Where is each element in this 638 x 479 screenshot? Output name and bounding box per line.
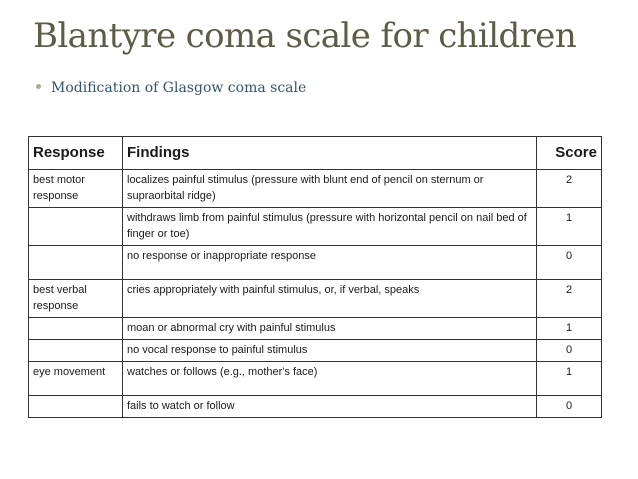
finding-cell: cries appropriately with painful stimulus, or, if verbal, speaks [123, 280, 537, 318]
header-findings: Findings [123, 137, 537, 170]
score-cell: 1 [537, 208, 602, 246]
table-header-row [29, 137, 602, 170]
score-cell: 2 [537, 280, 602, 318]
response-cell: best motor response [29, 170, 123, 208]
table-row [29, 318, 602, 340]
response-cell: best verbal response [29, 280, 123, 318]
table-row [29, 280, 602, 318]
score-cell: 1 [537, 318, 602, 340]
response-cell [29, 340, 123, 362]
slide-title: Blantyre coma scale for children [33, 16, 577, 56]
response-cell [29, 318, 123, 340]
finding-cell: fails to watch or follow [123, 396, 537, 418]
table-row [29, 396, 602, 418]
response-cell [29, 208, 123, 246]
score-cell: 1 [537, 362, 602, 396]
score-cell: 0 [537, 340, 602, 362]
response-cell: eye movement [29, 362, 123, 396]
table-row [29, 246, 602, 280]
finding-cell: localizes painful stimulus (pressure with blunt end of pencil on sternum or supraorbital ridge) [123, 170, 537, 208]
bullet-dot-icon [36, 84, 41, 89]
finding-cell: withdraws limb from painful stimulus (pressure with horizontal pencil on nail bed of finger or toe) [123, 208, 537, 246]
table-row [29, 208, 602, 246]
finding-cell: moan or abnormal cry with painful stimulus [123, 318, 537, 340]
table-row [29, 340, 602, 362]
bullet-item [36, 78, 306, 98]
finding-cell: no response or inappropriate response [123, 246, 537, 280]
header-score: Score [537, 137, 602, 170]
table-row [29, 170, 602, 208]
score-cell: 2 [537, 170, 602, 208]
score-cell: 0 [537, 246, 602, 280]
score-cell: 0 [537, 396, 602, 418]
header-response: Response [29, 137, 123, 170]
finding-cell: no vocal response to painful stimulus [123, 340, 537, 362]
bullet-text: Modification of Glasgow coma scale [51, 80, 307, 96]
finding-cell: watches or follows (e.g., mother's face) [123, 362, 537, 396]
blantyre-scale-table [28, 136, 602, 418]
response-cell [29, 396, 123, 418]
response-cell [29, 246, 123, 280]
table-row [29, 362, 602, 396]
